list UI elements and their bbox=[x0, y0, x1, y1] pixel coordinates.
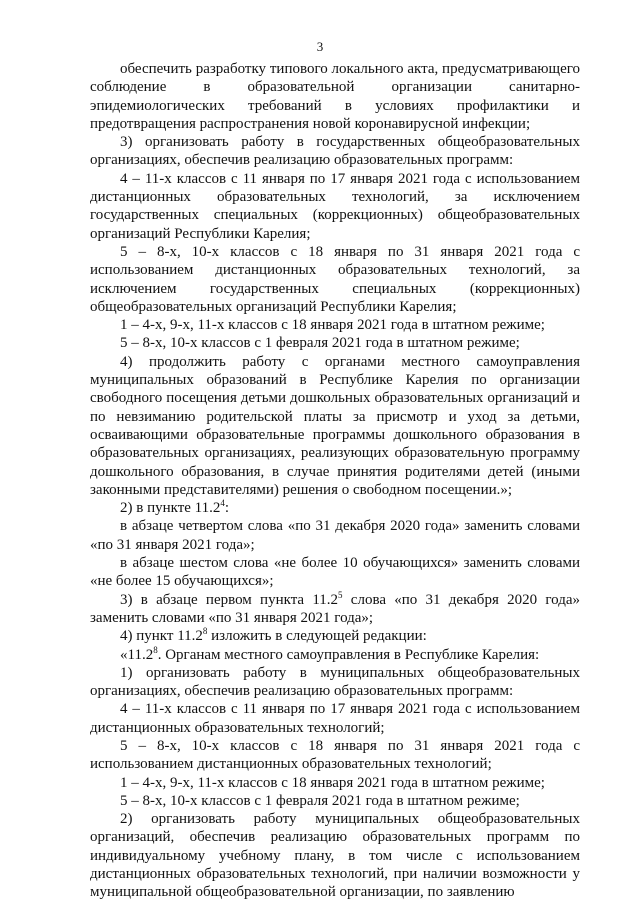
paragraph-text: «11.2 bbox=[120, 646, 154, 663]
paragraph: обеспечить разработку типового локального акта, предусматривающего соблюдение в образовательной организации санитарно-эпидемиологических требований в условиях профилактики и предотвращения распространения новой коронавирусной инфекции; bbox=[90, 61, 580, 132]
paragraph-text: 4) пункт 11.2 bbox=[120, 628, 203, 645]
paragraph-text: слова «по 31 декабря 2020 года» заменить словами «по 31 января 2021 года»; bbox=[90, 591, 580, 626]
paragraph: 5 – 8-х, 10-х классов с 1 февраля 2021 года в штатном режиме; bbox=[120, 792, 520, 809]
page-number: 3 bbox=[316, 39, 324, 54]
superscript: 8 bbox=[202, 626, 208, 637]
paragraph: 4 – 11-х классов с 11 января по 17 января 2021 года с использованием дистанционных образовательных технологий; bbox=[90, 701, 580, 736]
paragraph-text: . Органам местного самоуправления в Республике Карелия: bbox=[157, 646, 540, 663]
paragraph bbox=[90, 627, 580, 645]
paragraph bbox=[90, 591, 580, 628]
paragraph: 4 – 11-х классов с 11 января по 17 января 2021 года с использованием дистанционных образовательных технологий, за исключением государственных специальных (коррекционных) общеобразовательных организаций Республики Карелия; bbox=[90, 170, 580, 242]
paragraph bbox=[90, 646, 580, 664]
superscript: 5 bbox=[338, 589, 343, 600]
paragraph: 2) организовать работу муниципальных общеобразовательных организаций, обеспечив реализацию образовательных программ по индивидуальному учебному плану, в том числе с использованием дистанционных образовательных технологий, при наличии возможности у муниципальной общеобразовательной организации, по заявлению bbox=[90, 811, 580, 901]
paragraph: 5 – 8-х, 10-х классов с 1 февраля 2021 года в штатном режиме; bbox=[120, 335, 520, 352]
paragraph-text: 2) в пункте 11.2 bbox=[120, 500, 221, 517]
document-body bbox=[90, 60, 580, 902]
paragraph-text: : bbox=[224, 500, 230, 517]
paragraph: 5 – 8-х, 10-х классов с 18 января по 31 января 2021 года с использованием дистанционных образовательных технологий; bbox=[90, 737, 580, 773]
paragraph: в абзаце шестом слова «не более 10 обучающихся» заменить словами «не более 15 обучающихся»; bbox=[90, 555, 580, 590]
paragraph: в абзаце четвертом слова «по 31 декабря 2020 года» заменить словами «по 31 января 2021 года»; bbox=[90, 518, 580, 553]
superscript: 4 bbox=[220, 498, 225, 509]
superscript: 8 bbox=[153, 644, 158, 655]
paragraph-text: 3) в абзаце первом пункта 11.2 bbox=[120, 591, 339, 608]
paragraph bbox=[90, 499, 580, 517]
paragraph: 4) продолжить работу с органами местного самоуправления муниципальных образований в Республике Карелия по организации свободного посещения детьми дошкольных образовательных организаций и по невзиманию родительской платы за присмотр и уход за детьми, осваивающими образовательные программы дошкольного образования в образовательных организациях, реализующих образовательную программу дошкольного образования, в случае принятия родителями детей (иными законными представителями) решения о свободном посещении.»; bbox=[90, 353, 580, 498]
paragraph: 3) организовать работу в государственных общеобразовательных организациях, обеспечив реализацию образовательных программ: bbox=[90, 134, 580, 169]
paragraph: 1 – 4-х, 9-х, 11-х классов с 18 января 2021 года в штатном режиме; bbox=[120, 774, 545, 791]
paragraph: 5 – 8-х, 10-х классов с 18 января по 31 января 2021 года с использованием дистанционных образовательных технологий, за исключением государственных специальных (коррекционных) общеобразовательных организаций Республики Карелия; bbox=[90, 243, 580, 315]
paragraph: 1 – 4-х, 9-х, 11-х классов с 18 января 2021 года в штатном режиме; bbox=[120, 317, 545, 334]
paragraph: 1) организовать работу в муниципальных общеобразовательных организациях, обеспечив реализацию образовательных программ: bbox=[90, 664, 580, 700]
paragraph-text: изложить в следующей редакции: bbox=[207, 628, 427, 645]
